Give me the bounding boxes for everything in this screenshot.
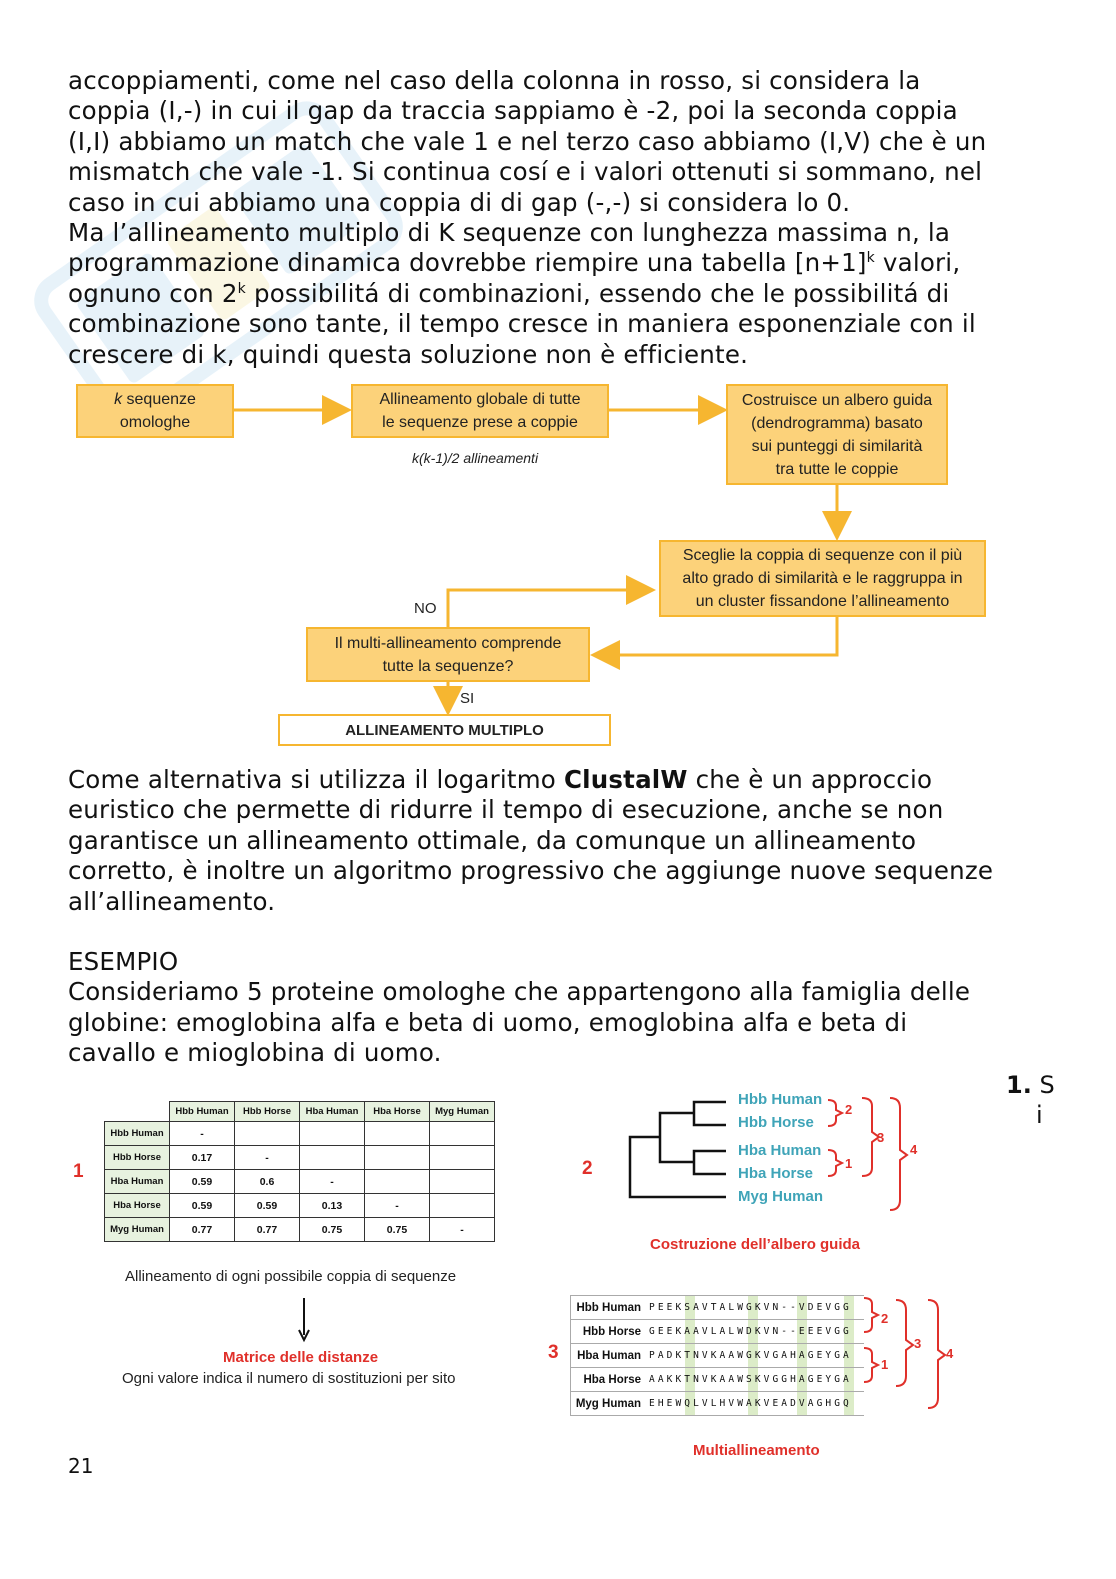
text-line: cavallo e mioglobina di uomo. (68, 1038, 442, 1068)
flow-box-sequences: k sequenze omologhe (76, 384, 234, 438)
table-row: Hbb Horse GEEKAAVLALWDKVN--EEEVGG (571, 1320, 865, 1344)
text-line: accoppiamenti, come nel caso della colonna in rosso, si considera la (68, 66, 921, 95)
flow-note-alignments: k(k-1)/2 allineamenti (412, 450, 539, 466)
step-number-3: 3 (548, 1342, 559, 1363)
alignment-caption: Multiallineamento (693, 1442, 820, 1459)
flow-box-global-alignment: Allineamento globale di tutte le sequenze prese a coppie (351, 384, 609, 438)
tree-caption: Costruzione dell’albero guida (650, 1236, 861, 1253)
table-row: Hbb Human - (105, 1122, 495, 1146)
step-number-2: 2 (582, 1158, 593, 1179)
text-line: crescere di k, quindi questa soluzione non è efficiente. (68, 339, 749, 369)
tree-leaf: Hbb Human (738, 1091, 823, 1108)
tree-bracket-label: 1 (845, 1156, 853, 1171)
page-number: 21 (68, 1454, 94, 1478)
matrix-col-header: Myg Human (430, 1102, 495, 1122)
flow-box-result: ALLINEAMENTO MULTIPLO (278, 714, 611, 746)
table-row: Myg Human EHEWQLVLHVWAKVEADVAGHGQ (571, 1392, 865, 1416)
text-line: corretto, è inoltre un algoritmo progressivo che aggiunge nuove sequenze (68, 856, 994, 886)
matrix-description: Ogni valore indica il numero di sostituzioni per sito (122, 1370, 456, 1387)
table-row: Hba Horse 0.59 0.59 0.13 - (105, 1194, 495, 1218)
table-row: Hbb Horse 0.17 - (105, 1146, 495, 1170)
matrix-col-header: Hbb Human (170, 1102, 235, 1122)
matrix-col-header: Hba Human (300, 1102, 365, 1122)
matrix-caption: Allineamento di ogni possibile coppia di sequenze (125, 1268, 457, 1285)
table-row: Hba Human PADKTNVKAAWGKVGAHAGEYGA (571, 1344, 865, 1368)
alignment-bracket-label: 1 (881, 1357, 889, 1372)
tree-bracket-label: 2 (845, 1102, 853, 1117)
text-line: coppia (I,-) in cui il gap da traccia sappiamo è -2, poi la seconda coppia (68, 96, 958, 126)
tree-leaf: Hbb Horse (738, 1114, 814, 1131)
tree-leaf: Hba Horse (738, 1165, 814, 1182)
text-line: all’allineamento. (68, 886, 276, 916)
flow-box-guide-tree: Costruisce un albero guida (dendrogramma) basato sui punteggi di similarità tra tutte le coppie (726, 384, 948, 485)
table-row: Hbb Human PEEKSAVTALWGKVN--VDEVGG (571, 1296, 865, 1320)
text-line: ognuno con 2$^k$ possibilitá di combinazioni, essendo che le possibilitá di (68, 278, 950, 308)
text-line: mismatch che vale -1. Si continua cosí e i valori ottenuti si sommano, nel (68, 157, 983, 187)
text-line: (I,I) abbiamo un match che vale 1 e nel terzo caso abbiamo (I,V) che è un (68, 126, 987, 156)
text-line: globine: emoglobina alfa e beta di uomo, emoglobina alfa e beta di (68, 1007, 908, 1037)
side-list-item: 1. S i (1006, 1071, 1055, 1129)
matrix-col-header: Hba Horse (365, 1102, 430, 1122)
text-line: Consideriamo 5 proteine omologhe che appartengono alla famiglia delle (68, 977, 971, 1007)
text-line: programmazione dinamica dovrebbe riempire una tabella $[n+1]^k$ valori, (68, 248, 961, 278)
matrix-col-header: Hbb Horse (235, 1102, 300, 1122)
table-row: Hba Horse AAKKTNVKAAWSKVGGHAGEYGA (571, 1368, 865, 1392)
flow-label-si: SI (460, 690, 475, 707)
text-line: Come alternativa si utilizza il logaritmo ClustalW che è un approccio (68, 765, 933, 794)
alignment-bracket-label: 3 (914, 1336, 922, 1351)
tree-leaf: Myg Human (738, 1188, 824, 1205)
flow-box-choose-pair: Sceglie la coppia di sequenze con il più alto grado di similarità e le raggruppa in un cluster fissandone l’allineamento (659, 540, 986, 617)
table-row: Hba Human 0.59 0.6 - (105, 1170, 495, 1194)
text-line: Ma l’allineamento multiplo di K sequenze con lunghezza massima n, la (68, 218, 951, 247)
text-line: euristico che permette di ridurre il tempo di esecuzione, anche se non (68, 795, 944, 825)
matrix-title: Matrice delle distanze (223, 1349, 379, 1366)
text-line: combinazione sono tante, il tempo cresce in maniera esponenziale con il (68, 309, 976, 339)
text-line: caso in cui abbiamo una coppia di di gap (-,-) si considera lo 0. (68, 187, 851, 217)
flow-box-decision: Il multi-allineamento comprende tutte la sequenze? (306, 627, 590, 682)
section-heading: ESEMPIO (68, 947, 179, 976)
flow-label-no: NO (414, 600, 437, 617)
step-number-1: 1 (73, 1161, 84, 1182)
tree-bracket-label: 3 (877, 1130, 885, 1145)
alignment-bracket-label: 4 (946, 1346, 954, 1361)
text-line: garantisce un allineamento ottimale, da comunque un allineamento (68, 825, 917, 855)
alignment-bracket-label: 2 (881, 1311, 889, 1326)
tree-bracket-label: 4 (910, 1142, 918, 1157)
table-row: Myg Human 0.77 0.77 0.75 0.75 - (105, 1218, 495, 1242)
tree-leaf: Hba Human (738, 1142, 822, 1159)
